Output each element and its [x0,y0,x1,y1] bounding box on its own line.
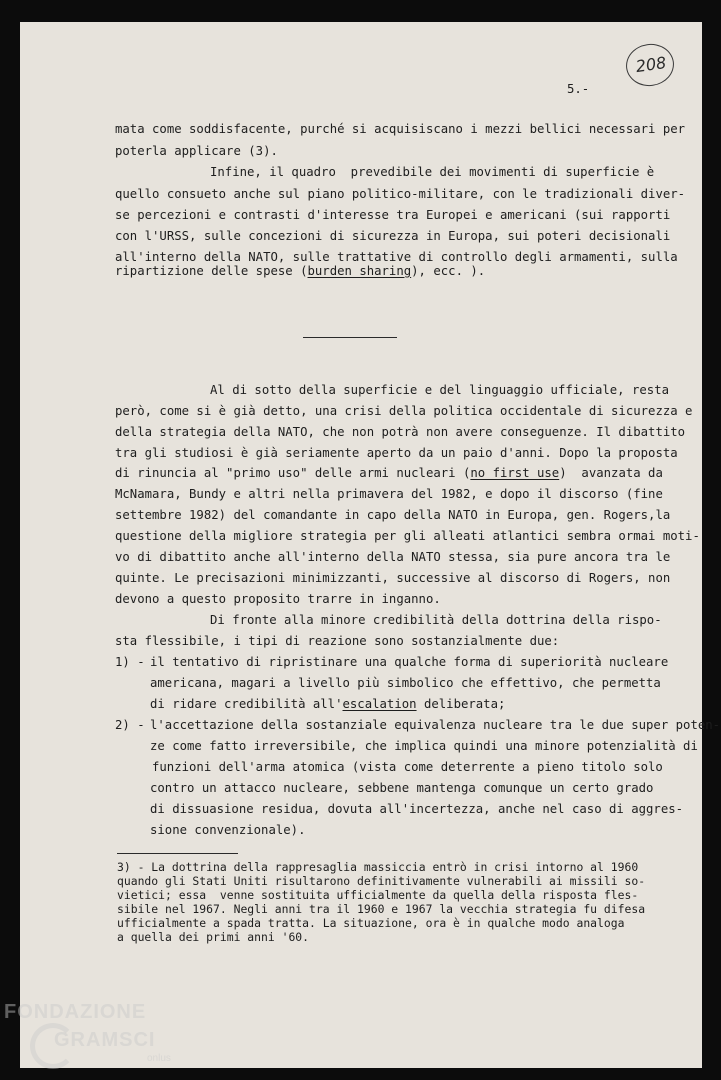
list-item-line: l'accettazione della sostanziale equivalenza nucleare tra le due super poten- [150,718,721,732]
list-item-line: contro un attacco nucleare, sebbene mantenga comunque un certo grado [150,781,654,795]
text-line: Di fronte alla minore credibilità della dottrina della rispo- [210,613,662,627]
underlined-term: burden sharing [307,264,412,278]
text-line: sta flessibile, i tipi di reazione sono sostanzialmente due: [115,634,560,648]
watermark-line-2: GRAMSCI [54,1029,156,1051]
list-item-line [150,698,505,710]
page-number: 5.- [567,82,590,96]
underlined-term: escalation [342,697,417,711]
text-line [115,265,485,277]
footnote-line: quando gli Stati Uniti risultarono definitivamente vulnerabili ai missili so- [117,874,646,888]
text-fragment: deliberata; [416,697,506,711]
text-line: se percezioni e contrasti d'interesse tra Europei e americani (sui rapporti [115,208,671,222]
list-number: 2) - [115,718,145,732]
footnote-separator [117,853,238,854]
text-line: però, come si è già detto, una crisi della politica occidentale di sicurezza e [115,404,693,418]
footnote-line: sibile nel 1967. Negli anni tra il 1960 e 1967 la vecchia strategia fu difesa [117,902,646,916]
text-fragment: ) avanzata da [559,466,663,480]
list-item-line: funzioni dell'arma atomica (vista come deterrente a pieno titolo solo [152,760,663,774]
list-item-line: il tentativo di ripristinare una qualche forma di superiorità nucleare [150,655,669,669]
list-number: 1) - [115,655,145,669]
footnote-line: 3) - La dottrina della rappresaglia massiccia entrò in crisi intorno al 1960 [117,860,639,874]
list-item-line: sione convenzionale). [150,823,306,837]
text-line: settembre 1982) del comandante in capo della NATO in Europa, gen. Rogers,la [115,508,671,522]
section-divider [303,337,397,338]
text-line: Infine, il quadro prevedibile dei movimenti di superficie è [210,165,655,179]
footnote-line: ufficialmente a spada tratta. La situazione, ora è in qualche modo analoga [117,916,625,930]
text-line: con l'URSS, sulle concezioni di sicurezza in Europa, sui poteri decisionali [115,229,671,243]
text-line: McNamara, Bundy e altri nella primavera del 1982, e dopo il discorso (fine [115,487,663,501]
text-line: mata come soddisfacente, purché si acquisiscano i mezzi bellici necessari per [115,122,686,136]
text-line: quello consueto anche sul piano politico-militare, con le tradizionali diver- [115,187,686,201]
list-item-line: di dissuasione residua, dovuta all'incertezza, anche nel caso di aggres- [150,802,684,816]
text-line: Al di sotto della superficie e del linguaggio ufficiale, resta [210,383,670,397]
text-line: quinte. Le precisazioni minimizzanti, successive al discorso di Rogers, non [115,571,671,585]
text-line: questione della migliore strategia per gli alleati atlantici sembra ormai moti- [115,529,700,543]
text-line: all'interno della NATO, sulle trattative di controllo degli armamenti, sulla [115,250,678,264]
watermark-line-1: FONDAZIONE [4,1001,147,1023]
text-fragment: di ridare credibilità all' [150,697,343,711]
text-line: della strategia della NATO, che non potrà non avere conseguenze. Il dibattito [115,425,686,439]
list-item-line: americana, magari a livello più simbolico che effettivo, che permetta [150,676,661,690]
text-fragment: ripartizione delle spese ( [115,264,308,278]
footnote-line: vietici; essa venne sostituita ufficialmente da quella della risposta fles- [117,888,639,902]
text-line: vo di dibattito anche all'interno della NATO stessa, sia pure ancora tra le [115,550,671,564]
text-line: devono a questo proposito trarre in inganno. [115,592,441,606]
underlined-term: no first use [470,466,560,480]
text-line: poterla applicare (3). [115,144,278,158]
watermark-line-3: onlus [147,1053,171,1064]
text-line [115,467,663,479]
text-fragment: di rinuncia al "primo uso" delle armi nucleari ( [115,466,471,480]
text-line: tra gli studiosi è già seriamente aperto da un paio d'anni. Dopo la proposta [115,446,678,460]
list-item-line: ze come fatto irreversibile, che implica quindi una minore potenzialità di [150,739,698,753]
footnote-line: a quella dei primi anni '60. [117,930,310,944]
text-fragment: ), ecc. ). [411,264,486,278]
archive-number: 208 [634,52,668,77]
